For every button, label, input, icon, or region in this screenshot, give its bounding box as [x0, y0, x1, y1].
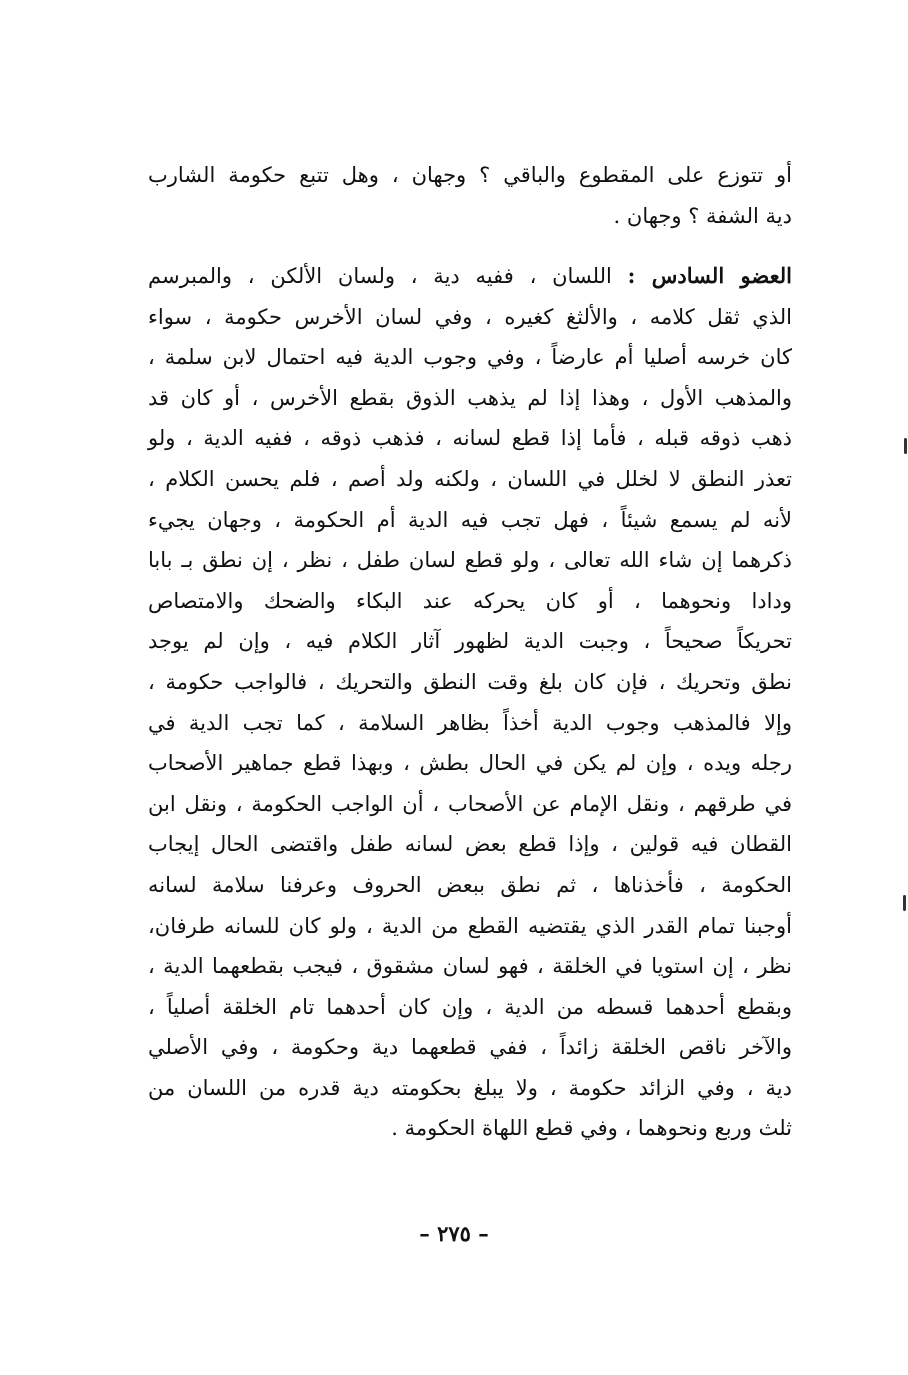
- page-number: – ٢٧٥ –: [419, 1221, 489, 1246]
- text-line: ثلث وربع ونحوهما ، وفي قطع اللهاة الحكومة .: [391, 1116, 792, 1141]
- text-line: ذكرهما إن شاء الله تعالى ، ولو قطع لسان طفل ، نظر ، إن نطق بـ بابا: [148, 548, 792, 573]
- text-line: الحكومة ، فأخذناها ، ثم نطق ببعض الحروف وعرفنا سلامة لسانه: [148, 872, 792, 897]
- section-heading: العضو السادس :: [627, 263, 792, 288]
- text-line: الذي ثقل كلامه ، والألثغ كغيره ، وفي لسان الأخرس حكومة ، سواء: [148, 304, 792, 329]
- text-line: رجله ويده ، وإن لم يكن في الحال بطش ، وبهذا قطع جماهير الأصحاب: [148, 751, 792, 776]
- text-line: وبقطع أحدهما قسطه من الدية ، وإن كان أحدهما تام الخلقة أصلياً ،: [148, 994, 792, 1019]
- scan-edge-mark: [903, 895, 906, 911]
- paragraph-1: [148, 155, 792, 236]
- text-line: والآخر ناقص الخلقة زائداً ، ففي قطعهما دية وحكومة ، وفي الأصلي: [148, 1035, 792, 1060]
- text-line: القطان فيه قولين ، وإذا قطع بعض لسانه طفل واقتضى الحال إيجاب: [148, 832, 792, 857]
- text-line-first: [148, 256, 792, 297]
- text-line: نطق وتحريك ، فإن كان بلغ وقت النطق والتحريك ، فالواجب حكومة ،: [148, 669, 792, 694]
- text-line: وإلا فالمذهب وجوب الدية أخذاً بظاهر السلامة ، كما تجب الدية في: [148, 710, 792, 735]
- text-line: في طرقهم ، ونقل الإمام عن الأصحاب ، أن الواجب الحكومة ، ونقل ابن: [148, 791, 792, 816]
- text-line: أوجبنا تمام القدر الذي يقتضيه القطع من الدية ، ولو كان للسانه طرفان،: [148, 913, 792, 938]
- text-line: تحريكاً صحيحاً ، وجبت الدية لظهور آثار الكلام فيه ، وإن لم يوجد: [148, 629, 792, 654]
- scan-edge-mark: [904, 438, 907, 454]
- text-line: أو تتوزع على المقطوع والباقي ؟ وجهان ، وهل تتبع حكومة الشارب: [148, 163, 792, 187]
- text-line: دية ، وفي الزائد حكومة ، ولا يبلغ بحكومته دية قدره من اللسان من: [148, 1075, 792, 1100]
- text-line: ذهب ذوقه قبله ، فأما إذا قطع لسانه ، فذهب ذوقه ، ففيه الدية ، ولو: [148, 426, 792, 451]
- text-line-rest: اللسان ، ففيه دية ، ولسان الألكن ، والمبرسم: [148, 264, 612, 288]
- text-line: كان خرسه أصليا أم عارضاً ، وفي وجوب الدية فيه احتمال لابن سلمة ،: [148, 345, 792, 370]
- text-line: نظر ، إن استويا في الخلقة ، فهو لسان مشقوق ، فيجب بقطعهما الدية ،: [148, 954, 792, 979]
- text-line: ودادا ونحوهما ، أو كان يحركه عند البكاء والضحك والامتصاص: [148, 588, 792, 613]
- text-line: لأنه لم يسمع شيئاً ، فهل تجب فيه الدية أم الحكومة ، وجهان يجيء: [148, 507, 792, 532]
- text-line: تعذر النطق لا لخلل في اللسان ، ولكنه ولد أصم ، فلم يحسن الكلام ،: [148, 466, 792, 491]
- paragraph-2: [148, 256, 792, 1149]
- text-line: دية الشفة ؟ وجهان .: [613, 203, 792, 228]
- text-line: والمذهب الأول ، وهذا إذا لم يذهب الذوق بقطع الأخرس ، أو كان قد: [148, 385, 792, 410]
